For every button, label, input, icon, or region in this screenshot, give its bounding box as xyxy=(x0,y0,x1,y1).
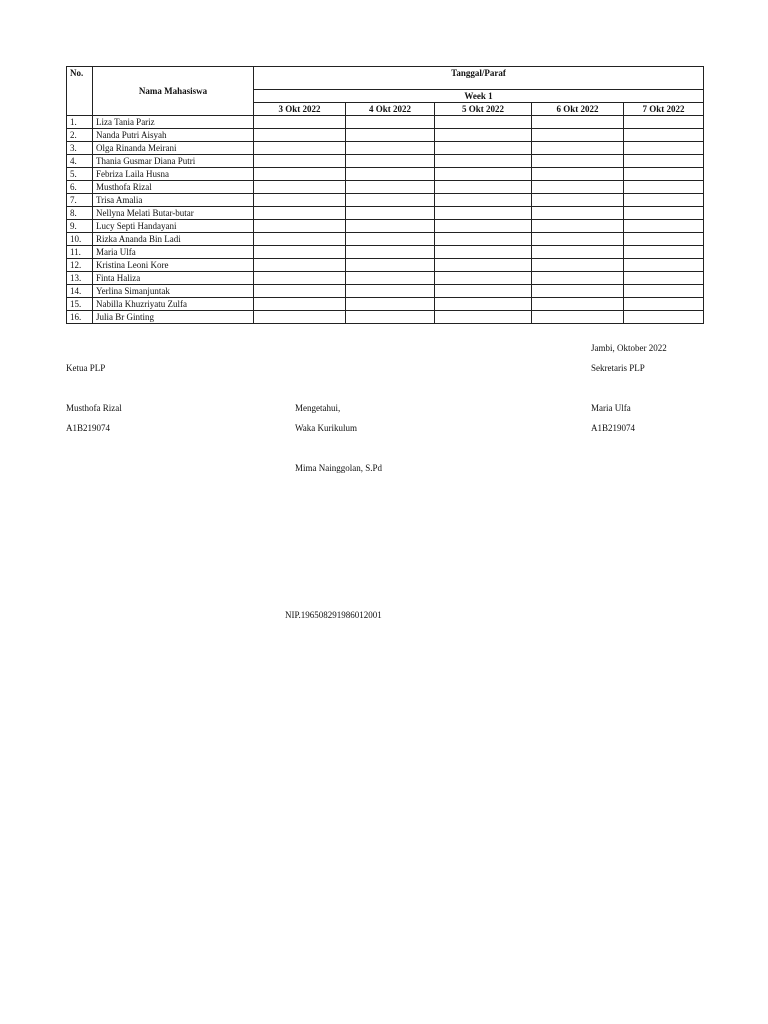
paraf-cell xyxy=(346,194,435,207)
paraf-cell xyxy=(254,233,346,246)
header-date: 7 Okt 2022 xyxy=(624,103,704,116)
paraf-cell xyxy=(624,155,704,168)
paraf-cell xyxy=(254,298,346,311)
paraf-cell xyxy=(346,233,435,246)
left-signer-title: Ketua PLP xyxy=(66,363,106,373)
paraf-cell xyxy=(435,168,532,181)
paraf-cell xyxy=(624,194,704,207)
paraf-cell xyxy=(254,220,346,233)
paraf-cell xyxy=(346,181,435,194)
row-number: 3. xyxy=(67,142,93,155)
table-row xyxy=(67,181,704,194)
paraf-cell xyxy=(435,233,532,246)
header-date: 3 Okt 2022 xyxy=(254,103,346,116)
paraf-cell xyxy=(435,311,532,324)
paraf-cell xyxy=(254,272,346,285)
paraf-cell xyxy=(532,194,624,207)
student-name: Rizka Ananda Bin Ladi xyxy=(93,233,254,246)
student-name: Lucy Septi Handayani xyxy=(93,220,254,233)
paraf-cell xyxy=(532,298,624,311)
table-row xyxy=(67,285,704,298)
row-number: 11. xyxy=(67,246,93,259)
row-number: 4. xyxy=(67,155,93,168)
table-row xyxy=(67,311,704,324)
paraf-cell xyxy=(346,129,435,142)
table-row xyxy=(67,298,704,311)
paraf-cell xyxy=(435,285,532,298)
row-number: 9. xyxy=(67,220,93,233)
paraf-cell xyxy=(435,194,532,207)
student-name: Liza Tania Pariz xyxy=(93,116,254,129)
paraf-cell xyxy=(346,168,435,181)
paraf-cell xyxy=(624,272,704,285)
paraf-cell xyxy=(532,155,624,168)
middle-signer-name: Mima Nainggolan, S.Pd xyxy=(295,463,382,473)
paraf-cell xyxy=(346,272,435,285)
paraf-cell xyxy=(435,246,532,259)
header-tanggal-paraf: Tanggal/Paraf xyxy=(254,67,704,90)
left-signer-name: Musthofa Rizal xyxy=(66,403,122,413)
paraf-cell xyxy=(532,168,624,181)
header-week: Week 1 xyxy=(254,90,704,103)
left-signer-id: A1B219074 xyxy=(66,423,111,433)
table-row xyxy=(67,155,704,168)
student-name: Olga Rinanda Meirani xyxy=(93,142,254,155)
paraf-cell xyxy=(532,259,624,272)
paraf-cell xyxy=(346,116,435,129)
paraf-cell xyxy=(254,181,346,194)
paraf-cell xyxy=(624,207,704,220)
place-date: Jambi, Oktober 2022 xyxy=(591,343,667,353)
paraf-cell xyxy=(624,285,704,298)
middle-signer-title: Waka Kurikulum xyxy=(295,423,358,433)
paraf-cell xyxy=(624,129,704,142)
paraf-cell xyxy=(346,155,435,168)
table-row xyxy=(67,259,704,272)
paraf-cell xyxy=(254,155,346,168)
row-number: 2. xyxy=(67,129,93,142)
row-number: 14. xyxy=(67,285,93,298)
right-signer-title: Sekretaris PLP xyxy=(591,363,645,373)
paraf-cell xyxy=(254,194,346,207)
paraf-cell xyxy=(624,220,704,233)
paraf-cell xyxy=(346,259,435,272)
row-number: 15. xyxy=(67,298,93,311)
right-signer-id: A1B219074 xyxy=(591,423,636,433)
paraf-cell xyxy=(532,233,624,246)
paraf-cell xyxy=(435,129,532,142)
paraf-cell xyxy=(346,311,435,324)
row-number: 7. xyxy=(67,194,93,207)
paraf-cell xyxy=(435,259,532,272)
paraf-cell xyxy=(435,207,532,220)
table-row xyxy=(67,272,704,285)
attendance-table xyxy=(66,66,704,324)
paraf-cell xyxy=(435,116,532,129)
paraf-cell xyxy=(346,142,435,155)
paraf-cell xyxy=(254,129,346,142)
table-row xyxy=(67,207,704,220)
middle-label: Mengetahui, xyxy=(295,403,341,413)
row-number: 6. xyxy=(67,181,93,194)
paraf-cell xyxy=(532,181,624,194)
paraf-cell xyxy=(624,142,704,155)
paraf-cell xyxy=(254,168,346,181)
paraf-cell xyxy=(346,298,435,311)
student-name: Yerlina Simanjuntak xyxy=(93,285,254,298)
paraf-cell xyxy=(254,246,346,259)
paraf-cell xyxy=(624,259,704,272)
paraf-cell xyxy=(346,207,435,220)
header-date: 6 Okt 2022 xyxy=(532,103,624,116)
paraf-cell xyxy=(532,311,624,324)
middle-signer-nip: NIP.196508291986012001 xyxy=(285,610,382,620)
header-date: 4 Okt 2022 xyxy=(346,103,435,116)
paraf-cell xyxy=(346,246,435,259)
row-number: 8. xyxy=(67,207,93,220)
student-name: Febriza Laila Husna xyxy=(93,168,254,181)
paraf-cell xyxy=(532,116,624,129)
paraf-cell xyxy=(532,272,624,285)
paraf-cell xyxy=(532,129,624,142)
paraf-cell xyxy=(254,259,346,272)
paraf-cell xyxy=(624,246,704,259)
paraf-cell xyxy=(254,285,346,298)
table-row xyxy=(67,142,704,155)
paraf-cell xyxy=(435,220,532,233)
table-row xyxy=(67,220,704,233)
student-name: Nabilla Khuzriyatu Zulfa xyxy=(93,298,254,311)
table-row xyxy=(67,129,704,142)
paraf-cell xyxy=(532,142,624,155)
paraf-cell xyxy=(435,142,532,155)
paraf-cell xyxy=(254,116,346,129)
row-number: 5. xyxy=(67,168,93,181)
paraf-cell xyxy=(346,285,435,298)
table-row xyxy=(67,194,704,207)
paraf-cell xyxy=(254,142,346,155)
paraf-cell xyxy=(435,298,532,311)
student-name: Trisa Amalia xyxy=(93,194,254,207)
header-nama-mahasiswa: Nama Mahasiswa xyxy=(93,67,254,116)
table-row xyxy=(67,246,704,259)
paraf-cell xyxy=(532,285,624,298)
table-row xyxy=(67,116,704,129)
paraf-cell xyxy=(346,220,435,233)
paraf-cell xyxy=(624,116,704,129)
right-signer-name: Maria Ulfa xyxy=(591,403,631,413)
student-name: Nanda Putri Aisyah xyxy=(93,129,254,142)
student-name: Finta Haliza xyxy=(93,272,254,285)
student-name: Musthofa Rizal xyxy=(93,181,254,194)
row-number: 16. xyxy=(67,311,93,324)
paraf-cell xyxy=(254,311,346,324)
paraf-cell xyxy=(624,311,704,324)
table-row xyxy=(67,233,704,246)
paraf-cell xyxy=(624,168,704,181)
row-number: 12. xyxy=(67,259,93,272)
paraf-cell xyxy=(624,233,704,246)
table-row xyxy=(67,168,704,181)
paraf-cell xyxy=(435,272,532,285)
row-number: 10. xyxy=(67,233,93,246)
row-number: 1. xyxy=(67,116,93,129)
row-number: 13. xyxy=(67,272,93,285)
student-name: Nellyna Melati Butar-butar xyxy=(93,207,254,220)
paraf-cell xyxy=(532,246,624,259)
header-no: No. xyxy=(67,67,93,116)
student-name: Julia Br Ginting xyxy=(93,311,254,324)
paraf-cell xyxy=(435,155,532,168)
paraf-cell xyxy=(435,181,532,194)
paraf-cell xyxy=(624,298,704,311)
paraf-cell xyxy=(532,220,624,233)
paraf-cell xyxy=(254,207,346,220)
paraf-cell xyxy=(624,181,704,194)
header-date: 5 Okt 2022 xyxy=(435,103,532,116)
paraf-cell xyxy=(532,207,624,220)
student-name: Thania Gusmar Diana Putri xyxy=(93,155,254,168)
student-name: Maria Ulfa xyxy=(93,246,254,259)
student-name: Kristina Leoni Kore xyxy=(93,259,254,272)
